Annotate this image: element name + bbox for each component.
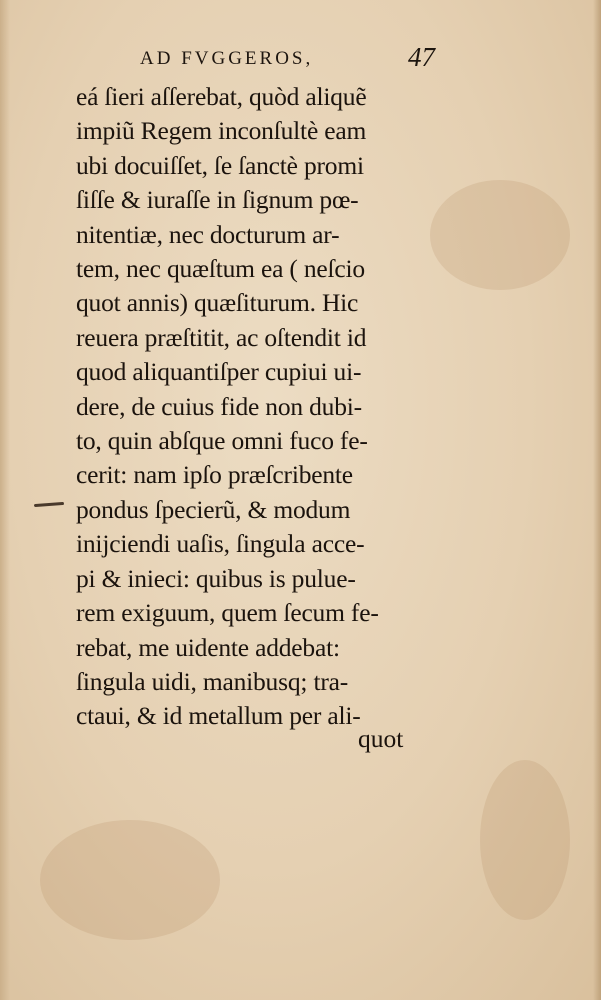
margin-mark: [34, 502, 64, 507]
text-line: rem exiguum, quem ſecum fe-: [76, 598, 379, 628]
text-line: eá ſieri aſſerebat, quòd aliquẽ: [76, 82, 367, 111]
text-line: ctaui, & id metallum per ali-: [76, 701, 361, 731]
paper-stain: [430, 180, 570, 290]
page-header: [140, 44, 440, 84]
text-line: quod aliquantiſper cupiui ui-: [76, 357, 362, 387]
text-line: dere, de cuius fide non dubi-: [76, 391, 362, 421]
text-line: reuera præſtitit, ac oſtendit id: [76, 322, 367, 352]
text-line: quot annis) quæſiturum. Hic: [76, 288, 359, 318]
page-number: 47: [408, 42, 435, 72]
paper-stain: [40, 820, 220, 940]
running-head: AD FVGGEROS,: [140, 48, 314, 69]
text-line: ſiſſe & iuraſſe in ſignum pœ-: [76, 185, 359, 215]
page-edge-right: [593, 0, 601, 1000]
text-line: to, quin abſque omni fuco fe-: [76, 426, 368, 456]
text-line: tem, nec quæſtum ea ( neſcio: [76, 254, 365, 284]
text-line: ſingula uidi, manibusq; tra-: [76, 666, 349, 696]
text-line: inijciendi uaſis, ſingula acce-: [76, 529, 365, 559]
text-line: cerit: nam ipſo præſcribente: [76, 460, 353, 490]
text-line: pi & inieci: quibus is pulue-: [76, 563, 356, 593]
text-line: nitentiæ, nec docturum ar-: [76, 219, 340, 249]
page-edge-left: [0, 0, 10, 1000]
text-line: ubi docuiſſet, ſe ſanctè promi: [76, 150, 364, 180]
body-text: [76, 80, 446, 734]
catchword: quot: [358, 724, 404, 753]
text-line: rebat, me uidente addebat:: [76, 632, 340, 662]
text-line: pondus ſpecierũ, & modum: [76, 494, 351, 524]
paper-stain: [480, 760, 570, 920]
text-line: impiũ Regem inconſultè eam: [76, 116, 367, 146]
